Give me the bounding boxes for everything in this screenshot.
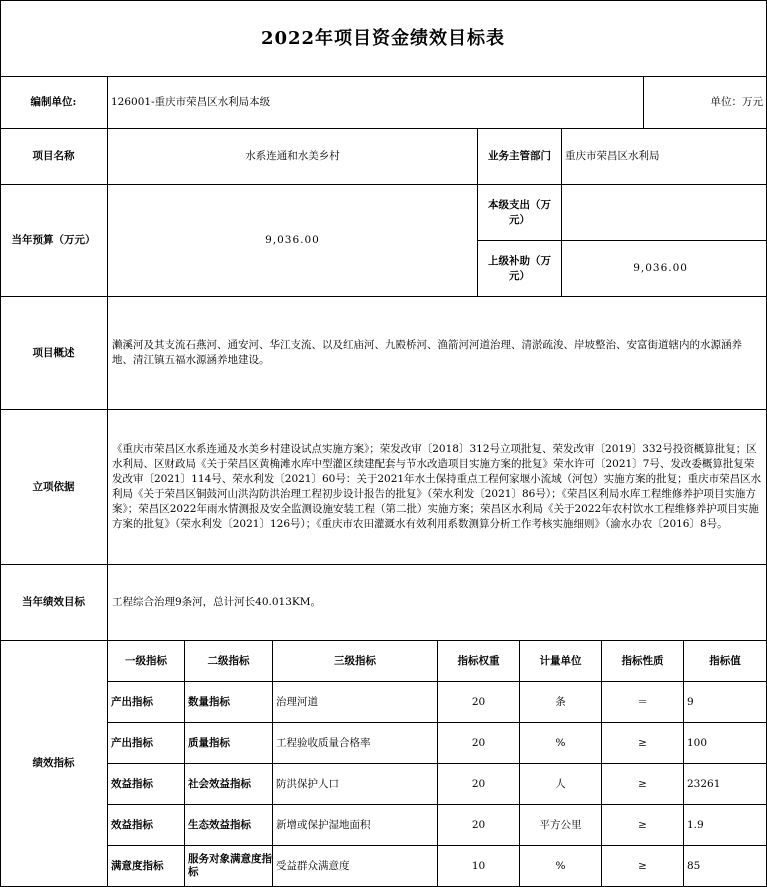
superior-subsidy-label: 上级补助（万元） — [478, 241, 562, 297]
annual-goal-text: 工程综合治理9条河，总计河长40.013KM。 — [108, 565, 767, 641]
indicator-row-4-unit: % — [520, 846, 602, 887]
indicator-row-0-l2: 数量指标 — [185, 682, 273, 723]
indicator-row-0-l1: 产出指标 — [108, 682, 185, 723]
indicator-row-1-l3: 工程验收质量合格率 — [273, 723, 438, 764]
local-expenditure-value — [562, 185, 767, 241]
indicator-row-0-nature: ＝ — [602, 682, 684, 723]
local-expenditure-label: 本级支出（万元） — [478, 185, 562, 241]
superior-subsidy-value: 9,036.00 — [562, 241, 767, 297]
annual-goal-label: 当年绩效目标 — [0, 565, 108, 641]
overview-label: 项目概述 — [0, 297, 108, 410]
annual-budget-label: 当年预算（万元） — [0, 185, 108, 297]
indicator-row-3-l3: 新增或保护湿地面积 — [273, 805, 438, 846]
indicator-row-4-l1: 满意度指标 — [108, 846, 185, 887]
indicator-row-0-value: 9 — [684, 682, 767, 723]
indicators-label: 绩效指标 — [0, 641, 108, 887]
indicator-row-1-value: 100 — [684, 723, 767, 764]
project-name-value: 水系连通和水美乡村 — [108, 129, 478, 185]
indicator-row-2-value: 23261 — [684, 764, 767, 805]
money-unit: 单位：万元 — [644, 77, 767, 129]
indicator-row-3-l2: 生态效益指标 — [185, 805, 273, 846]
compiling-unit-value: 126001-重庆市荣昌区水利局本级 — [108, 77, 644, 129]
indicator-row-1-weight: 20 — [438, 723, 520, 764]
indicator-row-2-weight: 20 — [438, 764, 520, 805]
compiling-unit-label: 编制单位: — [0, 77, 108, 129]
indicator-row-1-l1: 产出指标 — [108, 723, 185, 764]
indicator-row-1-l2: 质量指标 — [185, 723, 273, 764]
indicator-row-4-l2: 服务对象满意度指标 — [185, 846, 273, 887]
indicator-row-3-nature: ≥ — [602, 805, 684, 846]
header-unit: 计量单位 — [520, 641, 602, 682]
header-weight: 指标权重 — [438, 641, 520, 682]
indicator-row-3-l1: 效益指标 — [108, 805, 185, 846]
indicator-row-3-unit: 平方公里 — [520, 805, 602, 846]
indicator-row-2-l3: 防洪保护人口 — [273, 764, 438, 805]
department-value: 重庆市荣昌区水利局 — [562, 129, 767, 185]
header-level1: 一级指标 — [108, 641, 185, 682]
indicator-row-0-unit: 条 — [520, 682, 602, 723]
indicator-row-4-nature: ≥ — [602, 846, 684, 887]
indicator-row-4-value: 85 — [684, 846, 767, 887]
indicator-row-2-nature: ≥ — [602, 764, 684, 805]
indicator-row-2-l1: 效益指标 — [108, 764, 185, 805]
indicator-row-0-weight: 20 — [438, 682, 520, 723]
department-label: 业务主管部门 — [478, 129, 562, 185]
project-name-label: 项目名称 — [0, 129, 108, 185]
header-level3: 三级指标 — [273, 641, 438, 682]
header-value: 指标值 — [684, 641, 767, 682]
page-title: 2022年项目资金绩效目标表 — [0, 0, 767, 77]
indicator-row-2-l2: 社会效益指标 — [185, 764, 273, 805]
basis-text: 《重庆市荣昌区水系连通及水美乡村建设试点实施方案》；荣发改审〔2018〕312号立项批复、荣发改审〔2019〕332号投资概算批复；区水利局、区财政局《关于荣昌区黄桷滩水库中型灌区续建配套与节水改造项目实施方案的批复》荣水许可〔2021〕7号、发改委概算批复荣发改审〔2021〕114号、荣水利发〔2021〕60号：关于2021年水土保持重点工程何家堰小流域（河包）实施方案的批复；重庆市荣昌区水利局《关于荣昌区铜鼓河山洪沟防洪治理工程初步设计报告的批复》（荣水利发〔2021〕86号）；《荣昌区利局水库工程维修养护项目实施方案》；荣昌区2022年雨水情测报及安全监测设施安装工程（第二批）实施方案；荣昌区水利局《关于2022年农村饮水工程维修养护项目实施方案的批复》（荣水利发〔2021〕126号）；《重庆市农田灌溉水有效利用系数测算分析工作考核实施细则》（渝水办农〔2016〕8号。 — [108, 410, 767, 565]
indicator-row-4-l3: 受益群众满意度 — [273, 846, 438, 887]
header-nature: 指标性质 — [602, 641, 684, 682]
indicator-row-0-l3: 治理河道 — [273, 682, 438, 723]
overview-text: 濑溪河及其支流石燕河、通安河、华江支流、以及红庙河、九殿桥河、渔箭河河道治理、清淤疏浚、岸坡整治、安富街道辖内的水源涵养地、清江镇五福水源涵养地建设。 — [108, 297, 767, 410]
indicator-row-2-unit: 人 — [520, 764, 602, 805]
indicator-row-3-value: 1.9 — [684, 805, 767, 846]
indicator-row-1-unit: % — [520, 723, 602, 764]
header-level2: 二级指标 — [185, 641, 273, 682]
basis-label: 立项依据 — [0, 410, 108, 565]
indicator-row-4-weight: 10 — [438, 846, 520, 887]
indicator-row-1-nature: ≥ — [602, 723, 684, 764]
annual-budget-value: 9,036.00 — [108, 185, 478, 297]
indicator-row-3-weight: 20 — [438, 805, 520, 846]
